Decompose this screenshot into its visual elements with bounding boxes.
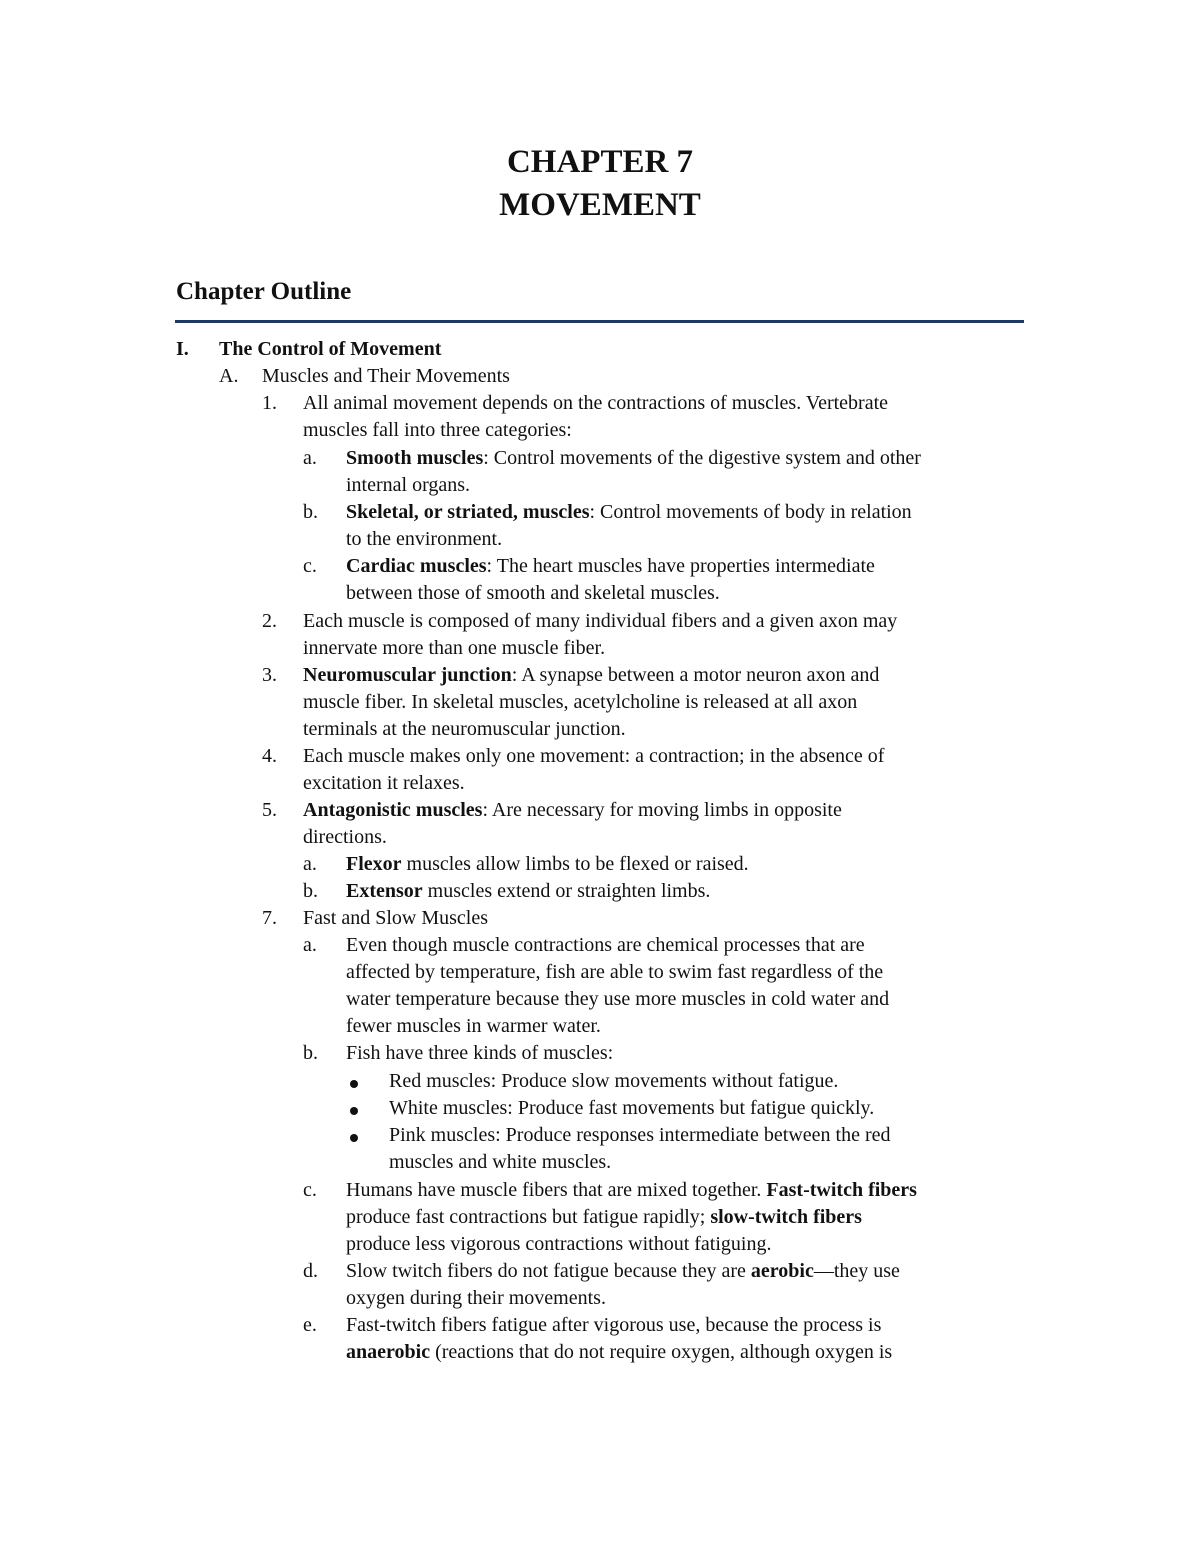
item-1c-line: Cardiac muscles: The heart muscles have properties intermediate — [346, 555, 875, 577]
item-5b-line: Extensor muscles extend or straighten limbs. — [346, 880, 711, 902]
term-neuromuscular-junction: Neuromuscular junction — [303, 664, 512, 686]
bullet-item: Pink muscles: Produce responses intermediate between the red — [389, 1124, 891, 1146]
item-7b-line: Fish have three kinds of muscles: — [346, 1042, 614, 1064]
item-2-label: 2. — [262, 610, 277, 632]
item-1a-label: a. — [303, 447, 317, 469]
item-2-line: innervate more than one muscle fiber. — [303, 637, 606, 659]
item-1a-line: internal organs. — [346, 474, 471, 496]
item-4-line: Each muscle makes only one movement: a contraction; in the absence of — [303, 745, 885, 767]
subsection-title: Muscles and Their Movements — [262, 365, 510, 387]
subsection-label: A. — [219, 365, 239, 387]
bullet-item: muscles and white muscles. — [389, 1151, 612, 1173]
item-5b-label: b. — [303, 880, 318, 902]
item-3-line: Neuromuscular junction: A synapse between a motor neuron axon and — [303, 664, 880, 686]
item-7c-line: produce less vigorous contractions without fatiguing. — [346, 1233, 772, 1255]
term-skeletal-muscles: Skeletal, or striated, muscles — [346, 501, 590, 523]
bullet-icon — [350, 1134, 358, 1142]
term-slow-twitch-fibers: slow-twitch fibers — [710, 1206, 862, 1228]
item-3-line: terminals at the neuromuscular junction. — [303, 718, 626, 740]
item-7a-line: affected by temperature, fish are able to swim fast regardless of the — [346, 961, 884, 983]
item-1c-line: between those of smooth and skeletal muscles. — [346, 582, 720, 604]
item-7c-line: produce fast contractions but fatigue rapidly; slow-twitch fibers — [346, 1206, 862, 1228]
item-7c-label: c. — [303, 1179, 317, 1201]
item-2-line: Each muscle is composed of many individual fibers and a given axon may — [303, 610, 898, 632]
item-1b-line: to the environment. — [346, 528, 503, 550]
item-1b-line: Skeletal, or striated, muscles: Control movements of body in relation — [346, 501, 912, 523]
item-5-line: directions. — [303, 826, 387, 848]
item-5-line: Antagonistic muscles: Are necessary for moving limbs in opposite — [303, 799, 842, 821]
item-4-line: excitation it relaxes. — [303, 772, 465, 794]
bullet-icon — [350, 1107, 358, 1115]
term-cardiac-muscles: Cardiac muscles — [346, 555, 487, 577]
item-1-line: muscles fall into three categories: — [303, 419, 572, 441]
item-7-label: 7. — [262, 907, 277, 929]
chapter-title: MOVEMENT — [499, 187, 701, 223]
item-1a-line: Smooth muscles: Control movements of the digestive system and other — [346, 447, 921, 469]
item-7b-label: b. — [303, 1042, 318, 1064]
item-7d-line: oxygen during their movements. — [346, 1287, 606, 1309]
item-7a-line: water temperature because they use more muscles in cold water and — [346, 988, 890, 1010]
item-3-line: muscle fiber. In skeletal muscles, acetylcholine is released at all axon — [303, 691, 858, 713]
item-1-label: 1. — [262, 392, 277, 414]
item-7a-line: fewer muscles in warmer water. — [346, 1015, 601, 1037]
bullet-icon — [350, 1080, 358, 1088]
item-1c-label: c. — [303, 555, 317, 577]
item-1b-label: b. — [303, 501, 318, 523]
item-5-label: 5. — [262, 799, 277, 821]
item-4-label: 4. — [262, 745, 277, 767]
term-antagonistic-muscles: Antagonistic muscles — [303, 799, 483, 821]
bullet-item: Red muscles: Produce slow movements without fatigue. — [389, 1070, 839, 1092]
item-3-label: 3. — [262, 664, 277, 686]
item-7-line: Fast and Slow Muscles — [303, 907, 488, 929]
term-fast-twitch-fibers: Fast-twitch fibers — [766, 1179, 917, 1201]
section-title: The Control of Movement — [219, 338, 442, 360]
term-anaerobic: anaerobic — [346, 1341, 431, 1363]
item-7e-line: anaerobic (reactions that do not require oxygen, although oxygen is — [346, 1341, 893, 1363]
term-aerobic: aerobic — [750, 1260, 814, 1282]
section-label: I. — [176, 338, 189, 360]
term-smooth-muscles: Smooth muscles — [346, 447, 484, 469]
item-7d-label: d. — [303, 1260, 318, 1282]
heading-rule — [175, 320, 1024, 323]
bullet-item: White muscles: Produce fast movements but fatigue quickly. — [389, 1097, 875, 1119]
item-7c-line: Humans have muscle fibers that are mixed together. Fast-twitch fibers — [346, 1179, 917, 1201]
outline-heading: Chapter Outline — [176, 278, 352, 305]
chapter-number: CHAPTER 7 — [506, 144, 694, 180]
item-1-line: All animal movement depends on the contractions of muscles. Vertebrate — [303, 392, 889, 414]
item-5a-label: a. — [303, 853, 317, 875]
term-extensor: Extensor — [346, 880, 423, 902]
item-7e-line: Fast-twitch fibers fatigue after vigorous use, because the process is — [346, 1314, 882, 1336]
item-5a-line: Flexor muscles allow limbs to be flexed or raised. — [346, 853, 749, 875]
term-flexor: Flexor — [346, 853, 402, 875]
item-7d-line: Slow twitch fibers do not fatigue because they are aerobic—they use — [346, 1260, 900, 1282]
item-7e-label: e. — [303, 1314, 317, 1336]
item-7a-label: a. — [303, 934, 317, 956]
item-7a-line: Even though muscle contractions are chemical processes that are — [346, 934, 865, 956]
